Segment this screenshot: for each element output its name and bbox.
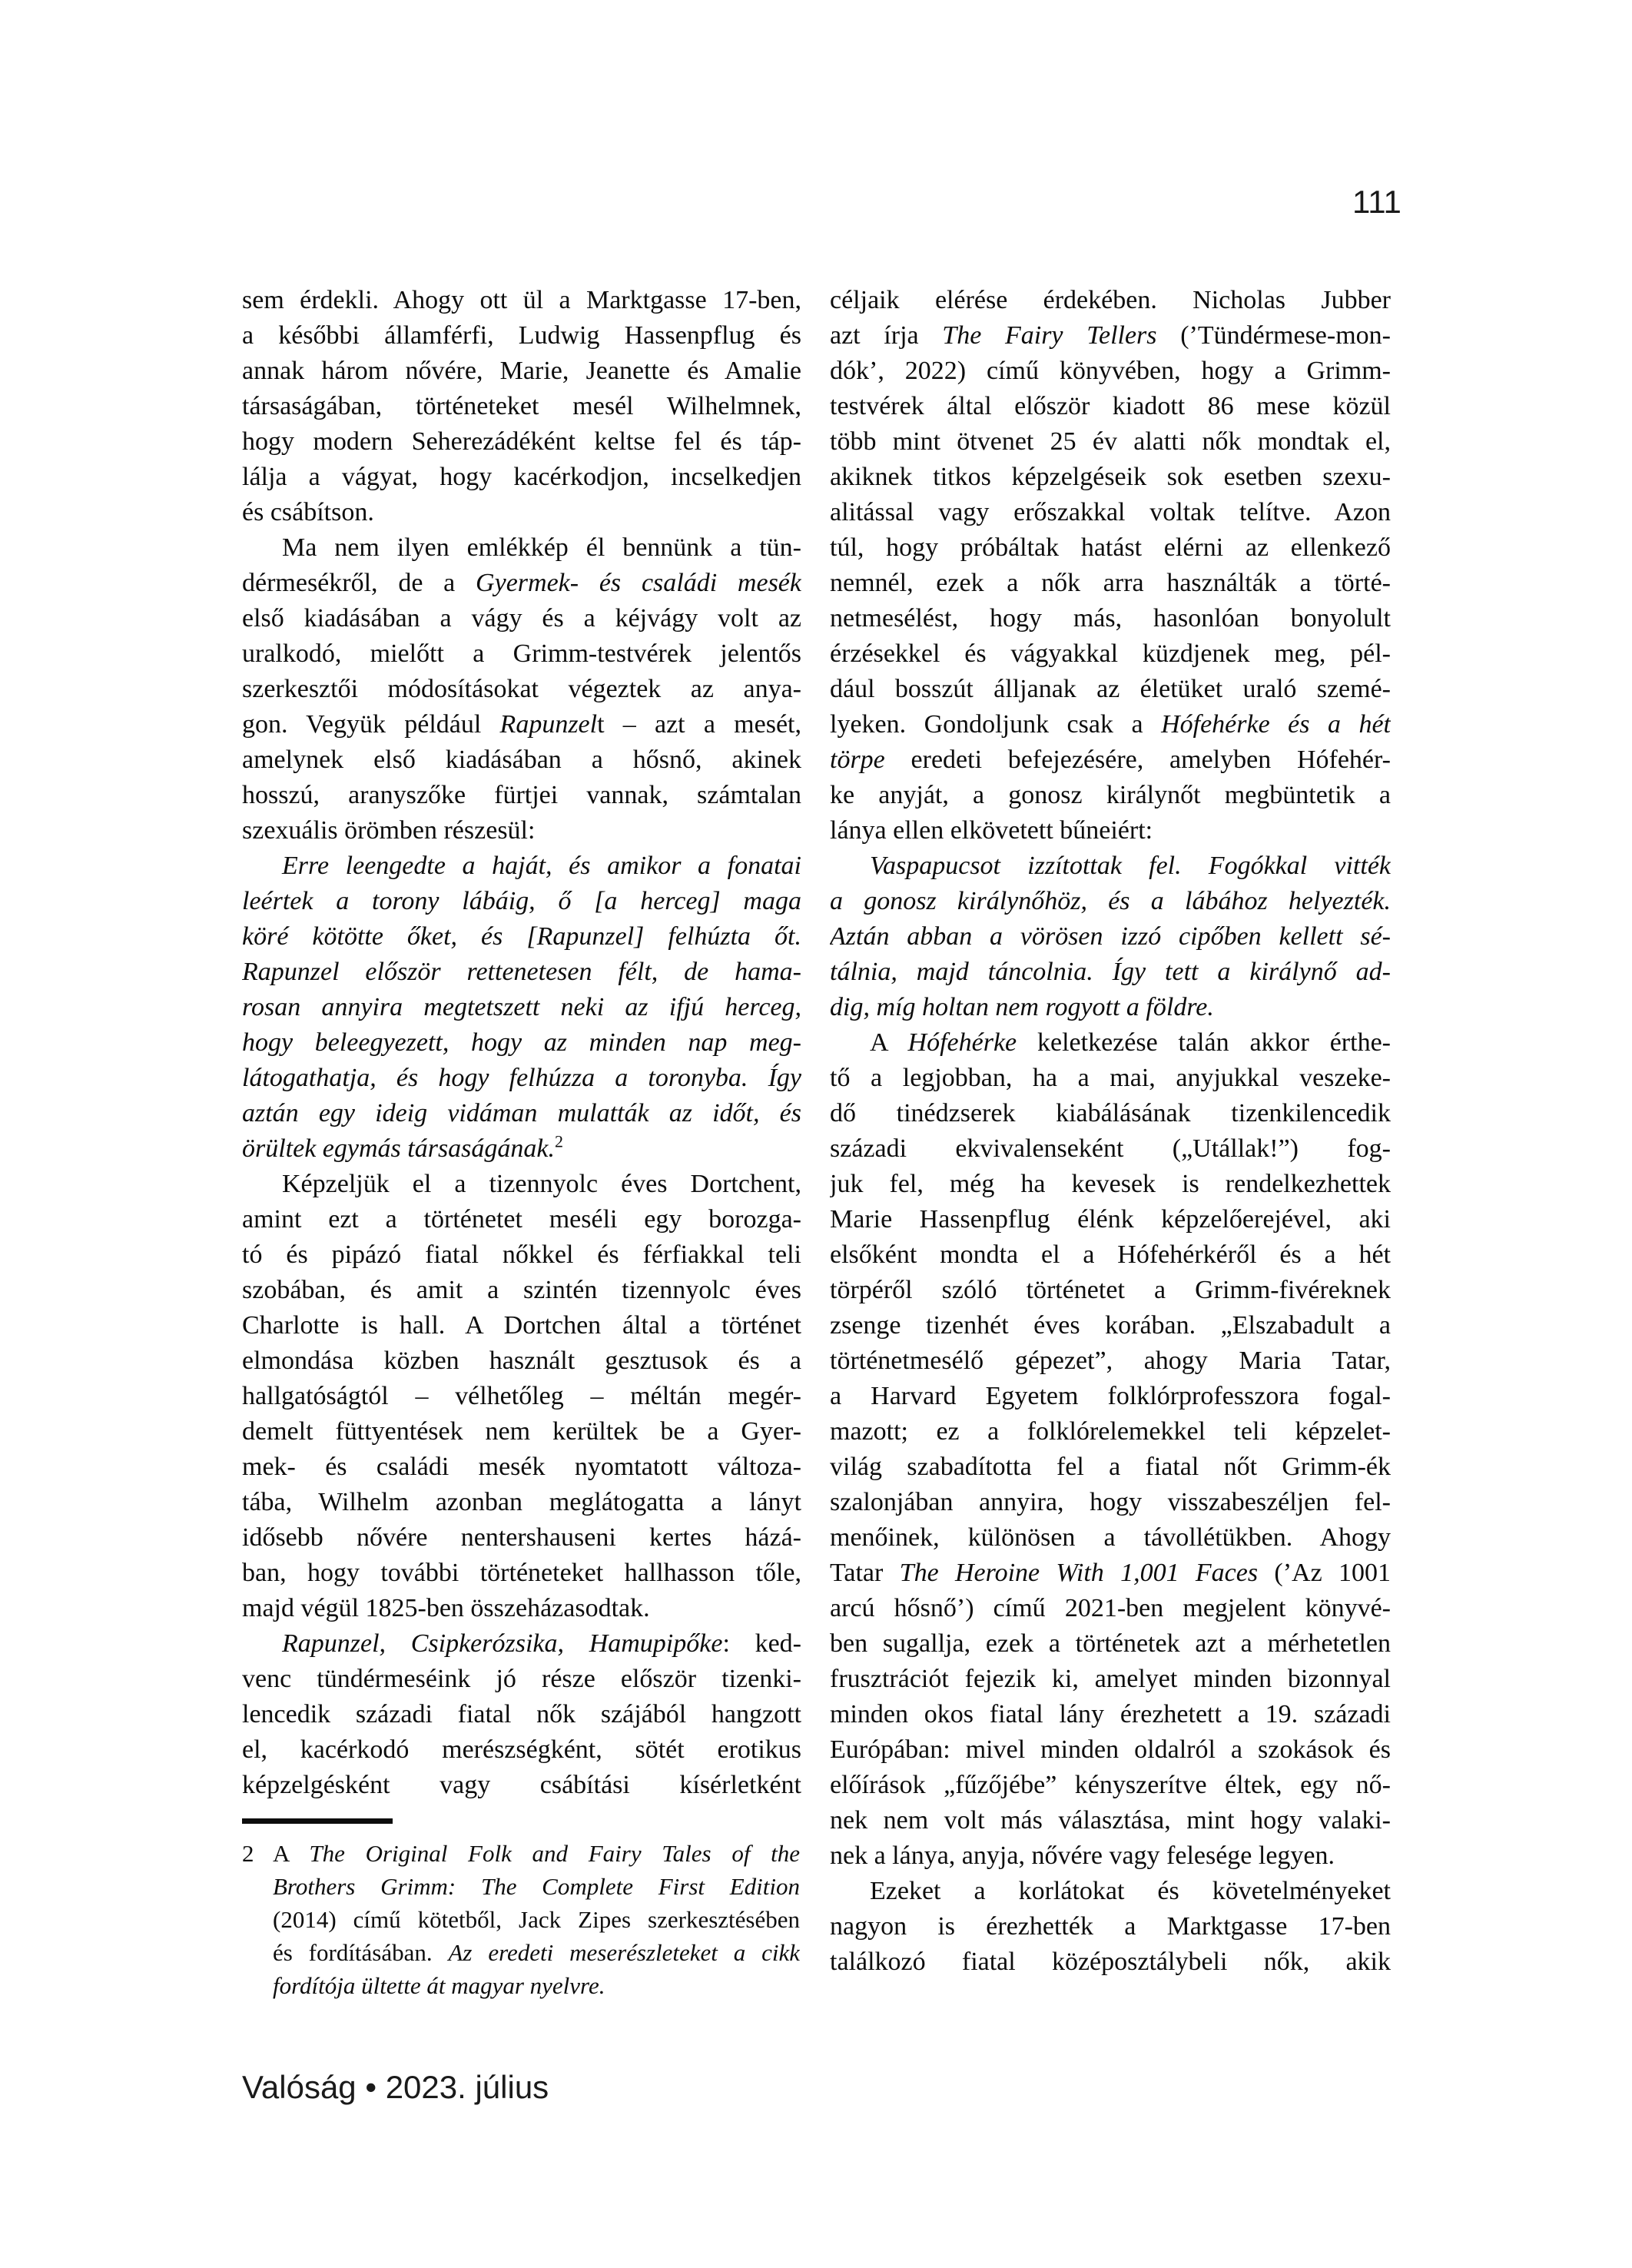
text-line: alitással vagy erőszakkal voltak telítve. Azon [830, 498, 1391, 526]
text-line: aztán egy ideig vidáman mulatták az időt, és [242, 1099, 801, 1127]
text-line: több mint ötvenet 25 év alatti nők mondtak el, [830, 427, 1391, 456]
text-line: mazott; ez a folklórelemekkel teli képzelet- [830, 1417, 1391, 1446]
text-line: amint ezt a történetet meséli egy borozga- [242, 1205, 801, 1234]
text-line: Tatar The Heroine With 1,001 Faces (’Az 1001 [830, 1559, 1391, 1587]
text-line: Erre leengedte a haját, és amikor a fonatai [282, 852, 801, 880]
text-line: társaságában, történeteket mesél Wilhelmnek, [242, 392, 801, 420]
text-line: tó és pipázó fiatal nőkkel és férfiakkal teli [242, 1240, 801, 1269]
footnote [242, 1837, 800, 2002]
text-line: szalonjában annyira, hogy visszabeszéljen fel- [830, 1488, 1391, 1516]
text-line: menőinek, különösen a távollétükben. Ahogy [830, 1523, 1391, 1552]
text-line: lyeken. Gondoljunk csak a Hófehérke és a hét [830, 710, 1391, 739]
text-line: elmondása közben használt gesztusok és a [242, 1347, 801, 1375]
text-line: akiknek titkos képzelgéseik sok esetben szexu- [830, 463, 1391, 491]
text-line: céljaik elérése érdekében. Nicholas Jubber [830, 286, 1391, 314]
text-line: a Harvard Egyetem folklórprofesszora fogal- [830, 1382, 1391, 1410]
text-line: és csábítson. [242, 498, 374, 526]
text-line: a későbbi államférfi, Ludwig Hassenpflug és [242, 321, 801, 350]
footnote-line: Brothers Grimm: The Complete First Edition [273, 1873, 800, 1900]
text-line: tába, Wilhelm azonban meglátogatta a lányt [242, 1488, 801, 1516]
text-line: látogathatja, és hogy felhúzza a toronyba. Így [242, 1064, 801, 1092]
text-line: rosan annyira megtetszett neki az ifjú herceg, [242, 993, 801, 1021]
text-line: nagyon is érezhették a Marktgasse 17-ben [830, 1912, 1391, 1941]
text-line: Ezeket a korlátokat és követelményeket [870, 1877, 1391, 1905]
text-line: mek- és családi mesék nyomtatott változa- [242, 1453, 801, 1481]
text-line: dául bosszút álljanak az életüket uraló szemé- [830, 675, 1391, 703]
footnote-separator-rule [242, 1818, 393, 1824]
text-line: dő tinédzserek kiabálásának tizenkilencedik [830, 1099, 1391, 1127]
text-line: Képzeljük el a tizennyolc éves Dortchent, [282, 1170, 801, 1198]
text-line: tálnia, majd táncolnia. Így tett a királynő ad- [830, 958, 1391, 986]
text-line: Ma nem ilyen emlékkép él bennünk a tün- [282, 533, 801, 562]
text-line: A Hófehérke keletkezése talán akkor érthe- [870, 1028, 1391, 1057]
text-line: el, kacérkodó merészségként, sötét erotikus [242, 1735, 801, 1764]
text-line: frusztrációt fejezik ki, amelyet minden bizonnyal [830, 1665, 1391, 1693]
text-line: lálja a vágyat, hogy kacérkodjon, incselkedjen [242, 463, 801, 491]
text-line: képzelgésként vagy csábítási kísérletként [242, 1771, 801, 1799]
text-line: nek a lánya, anyja, nővére vagy felesége legyen. [830, 1841, 1335, 1870]
text-line: majd végül 1825-ben összeházasodtak. [242, 1594, 650, 1622]
text-line: örültek egymás társaságának.$^2$ [242, 1131, 564, 1163]
text-line: szexuális örömben részesül: [242, 816, 536, 845]
footnote-line: (2014) című kötetből, Jack Zipes szerkesztésében [273, 1906, 800, 1933]
text-line: uralkodó, mielőtt a Grimm-testvérek jelentős [242, 639, 801, 668]
text-line: juk fel, még ha kevesek is rendelkezhettek [830, 1170, 1391, 1198]
text-line: dók’, 2022) című könyvében, hogy a Grimm- [830, 357, 1391, 385]
text-line: nemnél, ezek a nők arra használták a törté- [830, 569, 1391, 597]
text-line: elsőként mondta el a Hófehérkéről és a hét [830, 1240, 1391, 1269]
text-line: venc tündérmeséink jó része először tizenki- [242, 1665, 801, 1693]
text-line: köré kötötte őket, és [Rapunzel] felhúzta őt. [242, 922, 801, 951]
text-line: törpe eredeti befejezésére, amelyben Hófehér- [830, 745, 1391, 774]
text-line: első kiadásában a vágy és a kéjvágy volt az [242, 604, 801, 633]
journal-footer: Valóság • 2023. július [242, 2069, 549, 2105]
text-line: Aztán abban a vörösen izzó cipőben kellett sé- [830, 922, 1391, 951]
text-line: szerkesztői módosításokat végeztek az anya- [242, 675, 801, 703]
text-column-right [830, 283, 1391, 1980]
text-line: századi ekvivalenseként („Utállak!”) fog- [830, 1134, 1391, 1163]
text-line: világ szabadította fel a fiatal nőt Grimm-ék [830, 1453, 1391, 1481]
page-number: 111 [1352, 184, 1401, 220]
text-line: előírások „fűzőjébe” kényszerítve éltek, egy nő- [830, 1771, 1391, 1799]
footnote-line: fordítója ültette át magyar nyelvre. [273, 1972, 605, 1999]
text-line: történetmesélő gépezet”, ahogy Maria Tatar, [830, 1347, 1391, 1375]
text-line: idősebb nővére nentershauseni kertes házá- [242, 1523, 801, 1552]
text-line: azt írja The Fairy Tellers (’Tündérmese-mon- [830, 321, 1391, 350]
text-line: túl, hogy próbáltak hatást elérni az ellenkező [830, 533, 1391, 562]
text-line: hogy modern Seherezádéként keltse fel és táp- [242, 427, 801, 456]
text-line: netmesélést, hogy más, hasonlóan bonyolult [830, 604, 1391, 633]
text-line: dérmesékről, de a Gyermek- és családi mesék [242, 569, 801, 597]
text-line: testvérek által először kiadott 86 mese közül [830, 392, 1391, 420]
text-line: Rapunzel, Csipkerózsika, Hamupipőke: ked- [282, 1629, 801, 1658]
text-line: Charlotte is hall. A Dortchen által a történet [242, 1311, 801, 1340]
text-line: tő a legjobban, ha a mai, anyjukkal veszeke- [830, 1064, 1391, 1092]
text-line: Vaspapucsot izzítottak fel. Fogókkal vitték [870, 852, 1391, 880]
text-line: lencedik századi fiatal nők szájából hangzott [242, 1700, 801, 1728]
text-line: leértek a torony lábáig, ő [a herceg] maga [242, 887, 801, 915]
text-line: sem érdekli. Ahogy ott ül a Marktgasse 17-ben, [242, 286, 801, 314]
text-line: a gonosz királynőhöz, és a lábához helyezték. [830, 887, 1391, 915]
text-line: Rapunzel először rettenetesen félt, de hama- [242, 958, 801, 986]
text-line: hogy beleegyezett, hogy az minden nap meg- [242, 1028, 801, 1057]
text-line: gon. Vegyük például Rapunzelt – azt a mesét, [242, 710, 801, 739]
text-line: zsenge tizenhét éves korában. „Elszabadult a [830, 1311, 1391, 1340]
text-line: demelt füttyentések nem kerültek be a Gyer- [242, 1417, 801, 1446]
text-line: érzésekkel és vágyakkal küzdjenek meg, pél- [830, 639, 1391, 668]
footnote-line: és fordításában. Az eredeti meserészleteket a cikk [273, 1939, 800, 1966]
text-line: hallgatóságtól – vélhetőleg – méltán megér- [242, 1382, 801, 1410]
text-line: minden okos fiatal lány érezhetett a 19. századi [830, 1700, 1391, 1728]
text-line: ban, hogy további történeteket hallhasson tőle, [242, 1559, 801, 1587]
text-line: törpéről szóló történetet a Grimm-fivéreknek [830, 1276, 1391, 1304]
text-line: találkozó fiatal középosztálybeli nők, akik [830, 1948, 1391, 1976]
text-line: ben sugallja, ezek a történetek azt a mérhetetlen [830, 1629, 1391, 1658]
text-column-left [242, 283, 801, 1803]
text-line: amelynek első kiadásában a hősnő, akinek [242, 745, 801, 774]
text-line: arcú hősnő’) című 2021-ben megjelent könyvé- [830, 1594, 1391, 1622]
text-line: hosszú, aranyszőke fürtjei vannak, számtalan [242, 781, 801, 809]
text-line: Marie Hassenpflug élénk képzelőerejével, aki [830, 1205, 1391, 1234]
text-line: szobában, és amit a szintén tizennyolc éves [242, 1276, 801, 1304]
text-line: Európában: mivel minden oldalról a szokások és [830, 1735, 1391, 1764]
text-line: annak három nővére, Marie, Jeanette és Amalie [242, 357, 801, 385]
text-line: dig, míg holtan nem rogyott a földre. [830, 993, 1214, 1021]
text-line: ke anyját, a gonosz királynőt megbüntetik a [830, 781, 1391, 809]
text-line: nek nem volt más választása, mint hogy valaki- [830, 1806, 1391, 1835]
text-line: lánya ellen elkövetett bűneiért: [830, 816, 1153, 845]
footnote-line: 2 A The Original Folk and Fairy Tales of the [242, 1840, 800, 1867]
